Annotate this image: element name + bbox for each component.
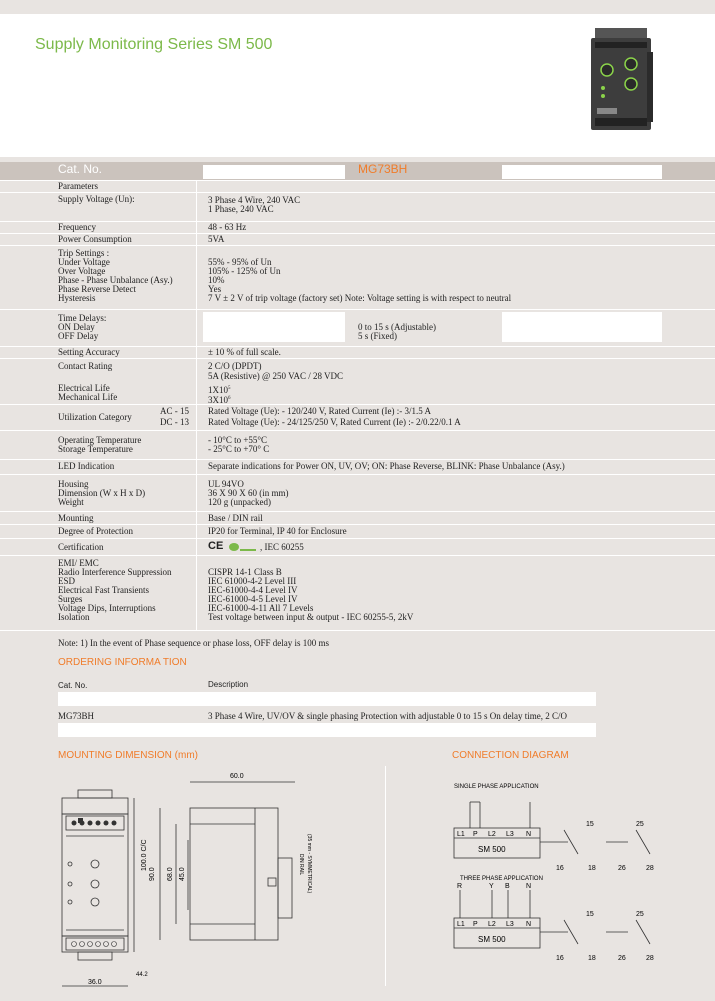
util-ac: AC - 15: [160, 406, 189, 416]
util-row: [0, 405, 715, 431]
trip-v3: 105% - 125% of Un: [208, 266, 281, 276]
trip-l4: Phase - Phase Unbalance (Asy.): [58, 275, 173, 285]
trip-l5: Phase Reverse Detect: [58, 284, 136, 294]
cert-row: [0, 539, 715, 556]
device-photo-icon: [585, 22, 657, 134]
power-row: [0, 234, 715, 246]
accuracy-row: [0, 347, 715, 359]
freq-row: [0, 222, 715, 234]
mounting-dimension-drawing: [50, 766, 330, 996]
housing-l2: Dimension (W x H x D): [58, 488, 146, 498]
protection-row: [0, 525, 715, 539]
mounting-row: [0, 512, 715, 525]
contact-25: 25: [636, 821, 644, 828]
term-l1: L1: [457, 831, 465, 838]
supply-v1: 3 Phase 4 Wire, 240 VAC: [208, 195, 301, 205]
section-divider: [385, 766, 386, 986]
contact-16: 16: [556, 865, 564, 872]
catno-box-right: [502, 165, 662, 179]
cert-label: Certification: [58, 542, 104, 552]
din-rail-label: DIN RAIL: [298, 854, 304, 876]
freq-label: Frequency: [58, 222, 96, 232]
trip-v4: 10%: [208, 275, 225, 285]
contact-16-3ph: 16: [556, 955, 564, 962]
mounting-dimension-title: MOUNTING DIMENSION (mm): [58, 750, 198, 761]
housing-v3: 120 g (unpacked): [208, 497, 271, 507]
temp-row: [0, 431, 715, 460]
temp-v1: - 10°C to +55°C: [208, 435, 268, 445]
delay-v2: 0 to 15 s (Adjustable): [358, 322, 436, 332]
catno-box-left: [203, 165, 345, 179]
contact-26: 26: [618, 865, 626, 872]
supply-row: [0, 193, 715, 222]
dim-60: 60.0: [230, 773, 244, 780]
supply-v2: 1 Phase, 240 VAC: [208, 204, 274, 214]
params-heading: Parameters: [58, 181, 98, 191]
device-label-three: SM 500: [478, 935, 506, 944]
contact-l1: Contact Rating: [58, 361, 113, 371]
trip-l1: Trip Settings :: [58, 248, 110, 258]
trip-l6: Hysteresis: [58, 293, 96, 303]
term-n-3ph: N: [526, 921, 532, 928]
emi-v2: CISPR 14-1 Class B: [208, 567, 282, 577]
term-l3: L3: [506, 831, 514, 838]
ordering-description: 3 Phase 4 Wire, UV/OV & single phasing Protection with adjustable 0 to 15 s On delay time, 2 C/O: [208, 711, 568, 721]
contact-l4: Mechanical Life: [58, 392, 118, 402]
phase-b: B: [505, 883, 510, 890]
accuracy-value: ± 10 % of full scale.: [208, 347, 281, 357]
emi-v4: IEC-61000-4-4 Level IV: [208, 585, 298, 595]
led-label: LED Indication: [58, 461, 115, 471]
csa-mark-icon: [228, 542, 258, 552]
power-value: 5VA: [208, 234, 225, 244]
housing-v2: 36 X 90 X 60 (in mm): [208, 488, 289, 498]
ordering-catno: MG73BH: [58, 711, 95, 721]
util-label: Utilization Category: [58, 412, 132, 422]
mounting-value: Base / DIN rail: [208, 513, 263, 523]
emi-v7: Test voltage between input & output - IEC 60255-5, 2kV: [208, 612, 414, 622]
emi-l7: Isolation: [58, 612, 90, 622]
contact-row: [0, 359, 715, 405]
ordering-blank-row: [58, 692, 596, 706]
term-p-3ph: P: [473, 921, 478, 928]
term-n: N: [526, 831, 532, 838]
housing-v1: UL 94VO: [208, 479, 244, 489]
phase-note: Note: 1) In the event of Phase sequence or phase loss, OFF delay is 100 ms: [58, 638, 329, 648]
page-title: Supply Monitoring Series SM 500: [35, 36, 273, 53]
temp-v2: - 25°C to +70° C: [208, 444, 270, 454]
housing-l3: Weight: [58, 497, 84, 507]
ordering-title: ORDERING INFORMA TION: [58, 657, 187, 668]
ordering-col-catno: Cat. No.: [58, 681, 88, 690]
contact-v3: $1X10^5$: [208, 385, 231, 395]
protection-value: IP20 for Terminal, IP 40 for Enclosure: [208, 526, 347, 536]
dim-90: 90.0: [149, 867, 156, 881]
protection-label: Degree of Protection: [58, 526, 133, 536]
emi-v5: IEC-61000-4-5 Level IV: [208, 594, 298, 604]
util-v2: Rated Voltage (Ue): - 24/125/250 V, Rated Current (Ie) :- 2/0.22/0.1 A: [208, 417, 461, 427]
housing-l1: Housing: [58, 479, 89, 489]
temp-l2: Storage Temperature: [58, 444, 133, 454]
delay-v3: 5 s (Fixed): [358, 331, 397, 341]
contact-28-3ph: 28: [646, 955, 654, 962]
contact-15: 15: [586, 821, 594, 828]
dim-68: 68.0: [167, 867, 174, 881]
spec-column-divider: [196, 181, 197, 630]
contact-25-3ph: 25: [636, 911, 644, 918]
emi-l6: Voltage Dips, Interruptions: [58, 603, 156, 613]
delay-l3: OFF Delay: [58, 331, 99, 341]
dim-45: 45.0: [179, 867, 186, 881]
emi-v3: IEC 61000-4-2 Level III: [208, 576, 297, 586]
power-label: Power Consumption: [58, 234, 132, 244]
params-heading-row: [0, 181, 715, 193]
connection-diagram: [440, 770, 680, 990]
phase-n: N: [526, 883, 532, 890]
delay-l2: ON Delay: [58, 322, 95, 332]
catno-label: Cat. No.: [58, 162, 103, 176]
ordering-blank-row-2: [58, 723, 596, 737]
delay-box-right: [502, 312, 662, 342]
util-dc: DC - 13: [160, 417, 189, 427]
single-phase-title: SINGLE PHASE APPLICATION: [454, 784, 539, 790]
trip-row: [0, 246, 715, 310]
contact-v1: 2 C/O (DPDT): [208, 361, 262, 371]
emi-row: [0, 556, 715, 631]
emi-l3: ESD: [58, 576, 76, 586]
dim-36: 36.0: [88, 979, 102, 986]
emi-l4: Electrical Fast Transients: [58, 585, 149, 595]
emi-l2: Radio Interference Suppression: [58, 567, 172, 577]
ce-mark-icon: CE: [208, 540, 224, 552]
dim-44: 44.2: [136, 972, 148, 978]
housing-row: [0, 475, 715, 512]
contact-26-3ph: 26: [618, 955, 626, 962]
delay-box-left: [203, 312, 345, 342]
catno-value: MG73BH: [358, 162, 408, 176]
trip-l3: Over Voltage: [58, 266, 106, 276]
accuracy-label: Setting Accuracy: [58, 347, 120, 357]
freq-value: 48 - 63 Hz: [208, 222, 247, 232]
supply-label: Supply Voltage (Un):: [58, 194, 135, 204]
delay-l1: Time Delays:: [58, 313, 107, 323]
term-l2-3ph: L2: [488, 921, 496, 928]
phase-r: R: [457, 883, 463, 890]
term-l1-3ph: L1: [457, 921, 465, 928]
three-phase-title: THREE PHASE APPLICATION: [460, 876, 543, 882]
header: [0, 14, 715, 157]
led-value: Separate indications for Power ON, UV, OV; ON: Phase Reverse, BLINK: Phase Unbalance (Asy.): [208, 461, 565, 471]
contact-28: 28: [646, 865, 654, 872]
led-row: [0, 460, 715, 475]
contact-15-3ph: 15: [586, 911, 594, 918]
top-strip: [0, 0, 715, 14]
contact-v4: $3X10^6$: [208, 395, 231, 405]
temp-l1: Operating Temperature: [58, 435, 142, 445]
mounting-label: Mounting: [58, 513, 94, 523]
term-l2: L2: [488, 831, 496, 838]
contact-v2: 5A (Resistive) @ 250 VAC / 28 VDC: [208, 371, 344, 381]
connection-diagram-title: CONNECTION DIAGRAM: [452, 750, 569, 761]
ordering-col-description: Description: [208, 680, 249, 689]
trip-l2: Under Voltage: [58, 257, 110, 267]
contact-18-3ph: 18: [588, 955, 596, 962]
trip-v2: 55% - 95% of Un: [208, 257, 272, 267]
term-l3-3ph: L3: [506, 921, 514, 928]
dim-100: 100.0 C/C: [141, 839, 148, 871]
term-p: P: [473, 831, 478, 838]
device-label-single: SM 500: [478, 845, 506, 854]
phase-y: Y: [489, 883, 494, 890]
trip-v6: 7 V ± 2 V of trip voltage (factory set) Note: Voltage setting is with respect to neutral: [208, 293, 512, 303]
emi-v6: IEC-61000-4-11 All 7 Levels: [208, 603, 314, 613]
cert-value: , IEC 60255: [260, 542, 304, 552]
contact-l3: Electrical Life: [58, 383, 110, 393]
catno-row: [0, 162, 715, 181]
trip-v5: Yes: [208, 284, 222, 294]
delay-row: [0, 310, 715, 347]
din-rail-spec: (35 mm - SYMMETRICAL): [306, 834, 312, 894]
emi-l1: EMI/ EMC: [58, 558, 99, 568]
util-v1: Rated Voltage (Ue): - 120/240 V, Rated Current (Ie) :- 3/1.5 A: [208, 406, 432, 416]
emi-l5: Surges: [58, 594, 83, 604]
contact-18: 18: [588, 865, 596, 872]
